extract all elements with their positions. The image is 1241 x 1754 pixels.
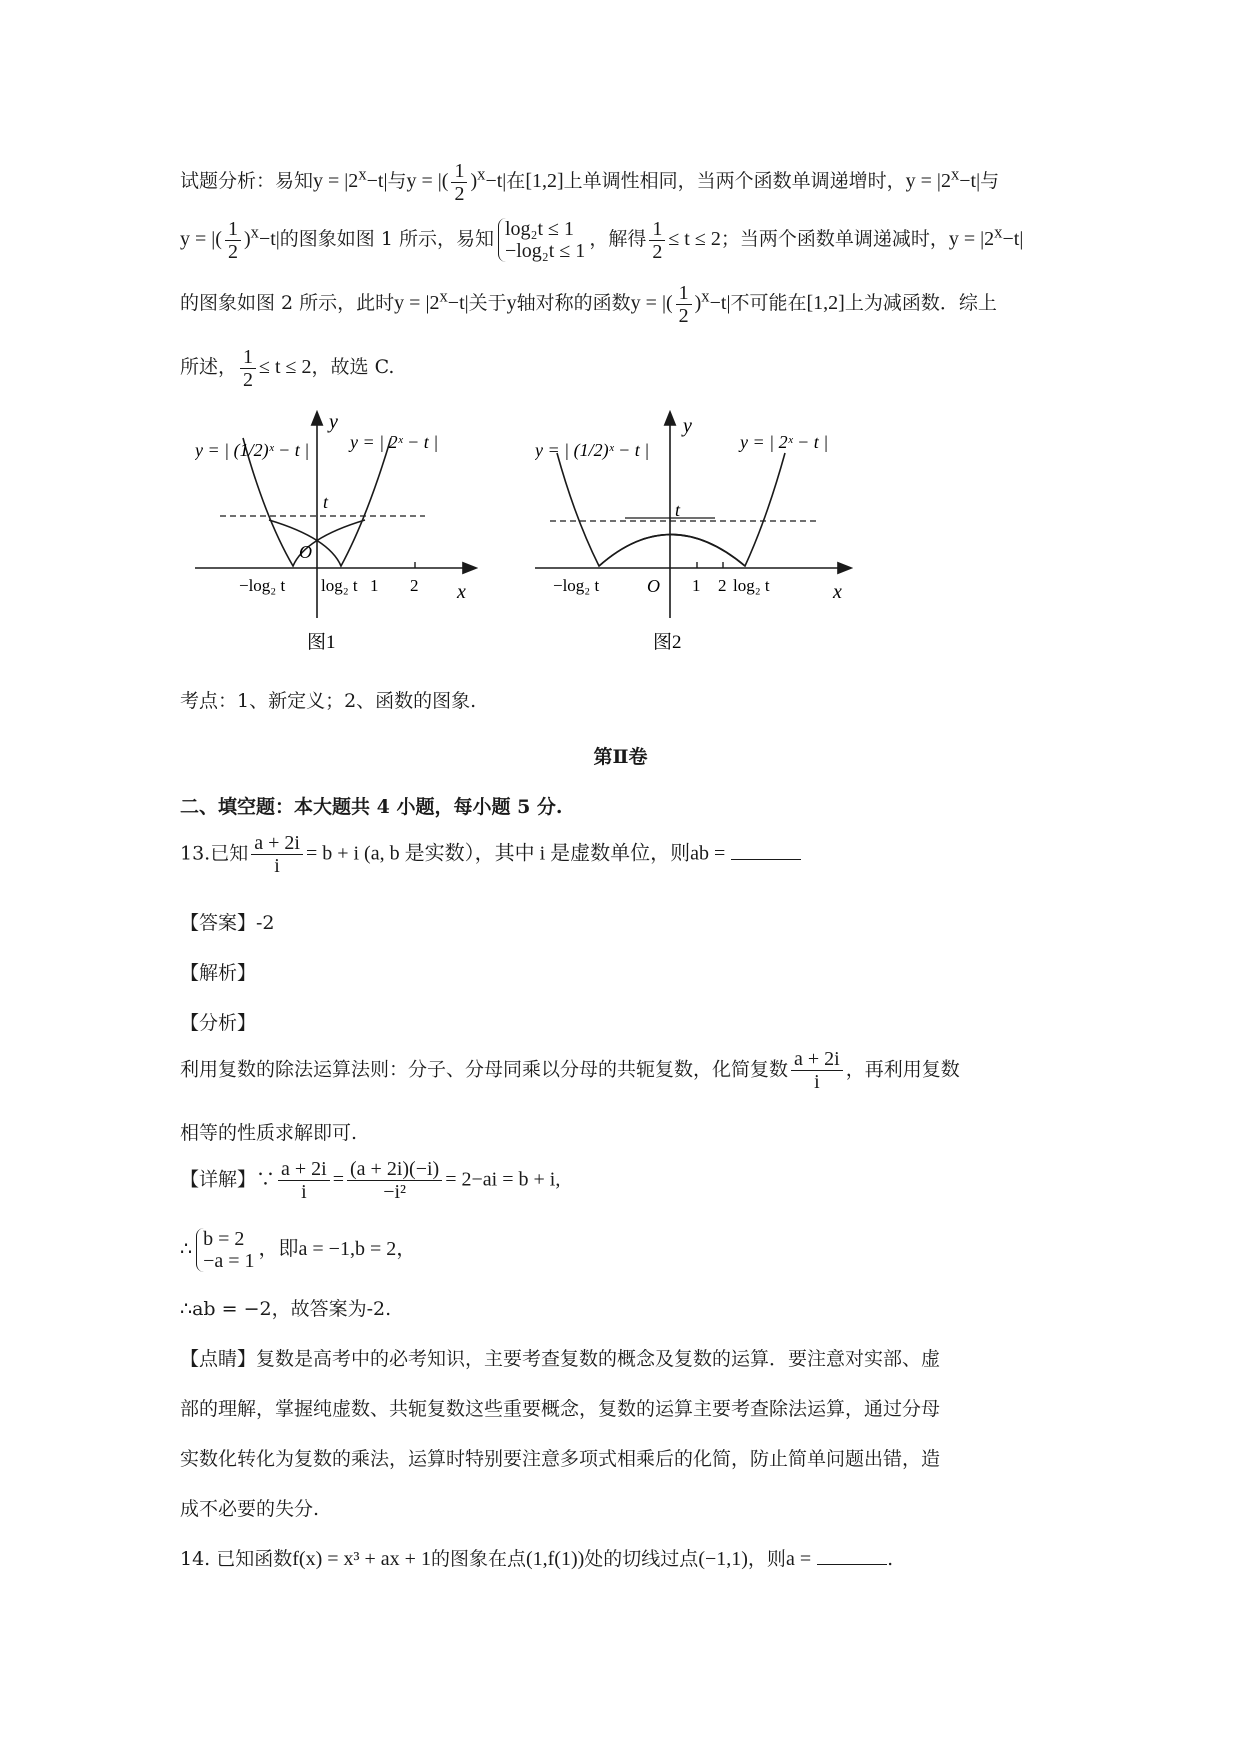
section-heading: 二、填空题：本大题共 4 小题，每小题 5 分.	[180, 796, 563, 818]
section-title: 第Ⅱ卷	[593, 746, 648, 768]
text: = b + i (a, b 是实数），其中 i 是虚数单位，则	[305, 842, 691, 865]
fig1-y-axis-label: y	[329, 411, 338, 433]
text: 关于	[468, 292, 507, 315]
fig2-tick-pos-log: log₂ t	[733, 576, 770, 595]
inequality-system: log₂t ≤ 1 −log₂t ≤ 1	[498, 218, 585, 262]
jiexi-label: 【解析】	[180, 962, 257, 984]
formula: $y = |2^x-t|$	[948, 222, 1024, 251]
text: 在	[506, 170, 526, 193]
dianjing-line-4: 成不必要的失分.	[180, 1498, 320, 1520]
text: ；当两个函数单调递减时，	[720, 228, 949, 251]
fig2-t-label: t	[675, 500, 681, 520]
formula: $y = |2^x-t|$	[905, 164, 981, 193]
interval: [1,2]	[806, 292, 845, 315]
fenxi-text-2: 相等的性质求解即可.	[180, 1122, 358, 1144]
formula: y = |( $\frac{1}{2}$ )$^x$−t|	[406, 160, 507, 205]
fig2-origin: O	[647, 576, 660, 596]
text: ，故选 C.	[311, 356, 395, 379]
dianjing-line-3: 实数化转化为复数的乘法，运算时特别要注意多项式相乘后的化简，防止简单问题出错，造	[180, 1448, 941, 1470]
fig1-origin: O	[299, 542, 312, 562]
text: 上单调性相同，当两个函数单调递增时，	[563, 170, 906, 193]
question-number: 13.已知	[180, 842, 249, 865]
question-13	[180, 832, 801, 877]
fig1-tick-2: 2	[410, 576, 419, 595]
formula: y = |( $\frac{1}{2}$ )$^x$−t|	[180, 218, 280, 263]
text: 试题分析：易知	[180, 170, 314, 193]
fraction: $\frac{a + 2i}{i}$	[791, 1048, 843, 1093]
text: ，解得	[589, 228, 647, 251]
fenxi-text-1: 利用复数的除法运算法则：分子、分母同乘以分母的共轭复数，化简复数 $\frac{a + 2i}{i}$ ，再利用复数	[180, 1048, 960, 1093]
fraction: $\frac{a + 2i}{i}$	[278, 1158, 330, 1203]
text: 与	[980, 170, 1000, 193]
text: 不可能在	[730, 292, 807, 315]
fig1-label-left: y = | (1/2)ˣ − t |	[195, 440, 310, 460]
fig2-label-right: y = | 2ˣ − t |	[740, 432, 829, 452]
text: 轴对称的函数	[516, 292, 631, 315]
formula: $y = |2^x-t|$	[394, 286, 469, 315]
fig1-tick-neg-log: −log₂ t	[239, 576, 286, 595]
interval: [1,2]	[525, 170, 564, 193]
analysis-line-1	[180, 160, 999, 205]
detail-line: 【详解】∵ $\frac{a + 2i}{i}$ = $\frac{(a + 2i)(-i)}{\text{−i²}}$ = 2−ai = b + i,	[180, 1158, 561, 1203]
text: ab =	[690, 842, 726, 865]
fig1-t-label: t	[323, 492, 329, 512]
answer-blank[interactable]	[817, 1546, 887, 1565]
fraction: $\frac{a + 2i}{i}$	[251, 832, 303, 877]
answer-blank[interactable]	[731, 841, 801, 860]
formula: $\frac{1}{2}$ ≤ t ≤ 2	[237, 356, 312, 378]
analysis-line-2	[180, 218, 1023, 263]
fig1-label-right: y = | 2ˣ − t |	[350, 432, 439, 452]
figure-2	[535, 408, 865, 668]
fig2-tick-neg-log: −log₂ t	[553, 576, 600, 595]
fig2-tick-1: 1	[692, 576, 701, 595]
analysis-line-4	[180, 346, 394, 391]
equation-system: b = 2 −a = 1	[196, 1228, 254, 1272]
symbol: y	[506, 292, 517, 315]
text: 与	[387, 170, 407, 193]
text: 所述，	[180, 356, 238, 379]
answer-line: 【答案】-2	[180, 912, 275, 934]
text: 的图象如图 1 所示，易知	[279, 228, 494, 251]
fraction: $\frac{(a + 2i)(-i)}{\text{−i²}}$	[347, 1158, 442, 1203]
text: 上为减函数．综上	[844, 292, 997, 315]
text: 的图象如图 2 所示，此时	[180, 292, 395, 315]
fig2-tick-2: 2	[718, 576, 727, 595]
formula: $y = |2^x-t|$	[313, 164, 388, 193]
figure-1	[195, 408, 485, 668]
dianjing-line-1: 【点睛】复数是高考中的必考知识，主要考查复数的概念及复数的运算．要注意对实部、虚	[180, 1348, 941, 1370]
formula: y = |( $\frac{1}{2}$ )$^x$−t|	[630, 282, 731, 327]
fig1-x-axis-label: x	[457, 581, 466, 603]
question-14: 14. 已知函数f(x) = x³ + ax + 1的图象在点(1,f(1))处的切线过点(−1,1)，则a = .	[180, 1548, 894, 1570]
fig1-tick-1: 1	[370, 576, 379, 595]
fig2-y-axis-label: y	[683, 415, 692, 437]
therefore-line-1: ∴ b = 2 −a = 1 ，即a = −1,b = 2，	[180, 1228, 417, 1272]
kaodian: 考点：1、新定义；2、函数的图象.	[180, 690, 477, 712]
fig2-label-left: y = | (1/2)ˣ − t |	[535, 440, 650, 460]
fig2-caption: 图2	[653, 632, 682, 653]
analysis-line-3	[180, 282, 997, 327]
fenxi-label: 【分析】	[180, 1012, 257, 1034]
fig1-caption: 图1	[307, 632, 336, 653]
formula: $\frac{1}{2}$ ≤ t ≤ 2	[646, 228, 721, 250]
dianjing-line-2: 部的理解，掌握纯虚数、共轭复数这些重要概念，复数的运算主要考查除法运算，通过分母	[180, 1398, 941, 1420]
therefore-line-2: ∴ab = −2，故答案为-2.	[180, 1298, 392, 1320]
fig2-x-axis-label: x	[833, 581, 842, 603]
fig1-tick-pos-log: log₂ t	[321, 576, 358, 595]
